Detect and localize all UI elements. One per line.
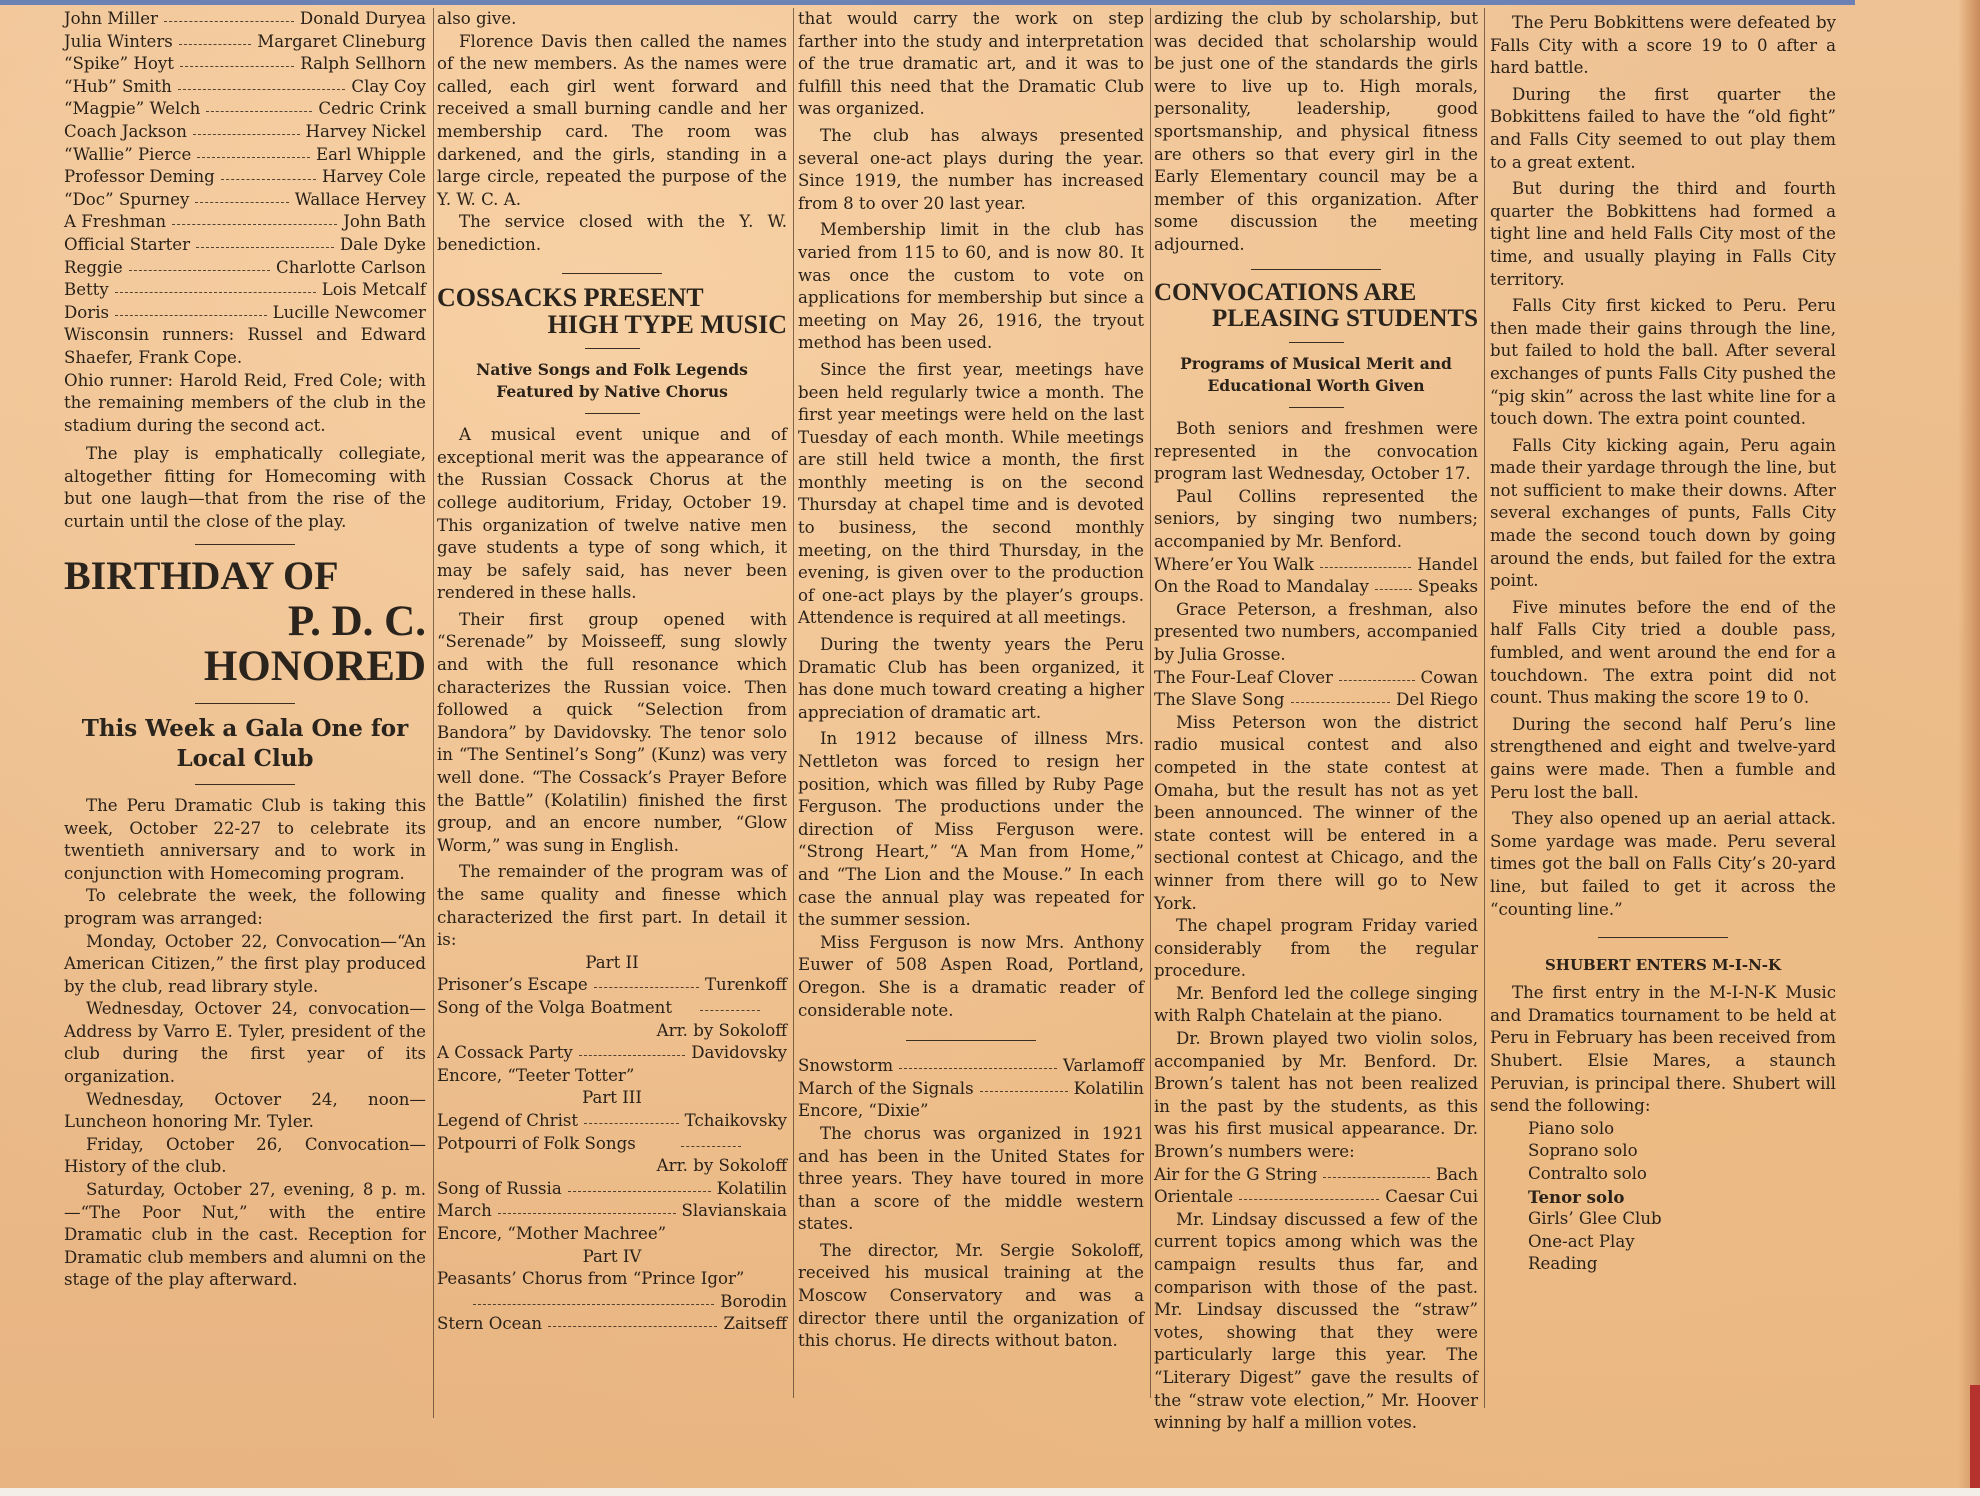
article-paragraph: The club has always presented several one-act plays during the year. Since 1919, the number has increased from 8 to over 20 last year. <box>798 125 1144 213</box>
column-rule <box>433 8 434 1418</box>
article-paragraph: The Peru Bobkittens were defeated by Falls City with a score 19 to 0 after a hard battle. <box>1490 13 1836 78</box>
program-item: Peasants’ Chorus from “Prince Igor” <box>437 1269 745 1289</box>
song-item: The Slave Song Del Riego <box>1154 690 1478 710</box>
article-paragraph: To celebrate the week, the following program was arranged: <box>64 886 426 928</box>
article-paragraph: The chorus was organized in 1921 and has been in the United States for three years. They have toured in more than a score of the middle western states. <box>798 1123 1144 1234</box>
article-paragraph: Monday, October 22, Convocation—“An American Citizen,” the first play produced by the club, read library style. <box>64 931 426 996</box>
program-item: March Slavianskaia <box>437 1201 787 1221</box>
article-paragraph: A musical event unique and of exceptional merit was the appearance of the Russian Cossack Chorus at the college auditorium, Friday, October 19. This organization of twelve native men gave students a type of song which, it may be safely said, has never been rendered in these halls. <box>437 425 787 603</box>
entry-item: Contralto solo <box>1528 1163 1647 1183</box>
article-paragraph: Mr. Lindsay discussed a few of the current topics among which was the campaign results thus far, and comparison with those of the past. Mr. Lindsay discussed the “straw” votes, showing that they were particularly large this year. The “Literary Digest” gave the results of the “straw vote election,” Mr. Hoover winning by half a million votes. <box>1154 1209 1478 1433</box>
program-item: Song of the Volga Boatment <box>437 997 787 1020</box>
separator-rule <box>195 544 295 545</box>
article-paragraph: Since the first year, meetings have been held regularly twice a month. The first year meetings were held on the last Tuesday of each month. While meetings are still held twice a month, the first monthly meeting is on the second Thursday at chapel time and is devoted to business, the second monthly meeting, on the third Thursday, in the evening, is given over to the production of one-act plays by the player’s groups. Attendence is required at all meetings. <box>798 359 1144 628</box>
entry-item: One-act Play <box>1528 1231 1635 1251</box>
article-paragraph: The director, Mr. Sergie Sokoloff, received his musical training at the Moscow Conservatory and was a director there until the organization of this chorus. He directs without baton. <box>798 1240 1144 1351</box>
closing-paragraph: The play is emphatically collegiate, altogether fitting for Homecoming with but one laugh—that from the rise of the curtain until the close of the play. <box>64 444 426 532</box>
article-paragraph: During the first quarter the Bobkittens failed to have the “old fight” and Falls City seemed to out play them to a great extent. <box>1490 84 1836 172</box>
entry-item: Girls’ Glee Club <box>1528 1209 1662 1229</box>
article-paragraph: The Peru Dramatic Club is taking this week, October 22-27 to celebrate its twentieth anniversary and to work in conjunction with Homecoming program. <box>64 795 426 883</box>
article-paragraph: Florence Davis then called the names of the new members. As the names were called, each girl went forward and received a small burning candle and her membership card. The room was darkened, and the girls, standing in a large circle, repeated the purpose of the Y. W. C. A. <box>437 31 787 209</box>
program-item: Stern Ocean Zaitseff <box>437 1314 787 1334</box>
song-item: Air for the G String Bach <box>1154 1164 1478 1184</box>
program-item: Snowstorm Varlamoff <box>798 1056 1144 1076</box>
headline-cossacks-line1: COSSACKS PRESENT <box>437 282 704 312</box>
article-paragraph: During the twenty years the Peru Dramatic Club has been organized, it has done much toward creating a higher appreciation of dramatic art. <box>798 635 1144 722</box>
article-paragraph: Falls City kicking again, Peru again made their yardage through the line, but not sufficient to make their downs. After several exchanges of punts, Falls City made the second touch down by going around the ends, but failed for the extra point. <box>1490 435 1836 591</box>
column-5 <box>1490 12 1836 1276</box>
separator-rule <box>562 273 662 274</box>
cast-row: “Doc” Spurney Wallace Hervey <box>64 189 426 209</box>
article-paragraph: During the second half Peru’s line strengthened and eight and twelve-yard gains were made. Then a fumble and Peru lost the ball. <box>1490 714 1836 802</box>
runners-ohio: Ohio runner: Harold Reid, Fred Cole; with the remaining members of the club in the stadium during the second act. <box>64 370 426 435</box>
article-paragraph: Miss Ferguson is now Mrs. Anthony Euwer of 508 Aspen Road, Portland, Oregon. She is a dramatic reader of considerable note. <box>798 932 1144 1020</box>
subhead-gala-week: This Week a Gala One for Local Club <box>81 714 409 772</box>
article-paragraph: Miss Peterson won the district radio musical contest and also competed in the state contest at Omaha, but the result has not as yet been announced. The winner of the state contest will be entered in a sectional contest at Chicago, and the winner from there will go to New York. <box>1154 712 1478 913</box>
headline-convocations-line1: CONVOCATIONS ARE <box>1154 278 1417 306</box>
column-rule <box>793 8 794 1398</box>
program-item: Encore, “Mother Machree” <box>437 1223 667 1243</box>
scan-top-border <box>0 0 1855 5</box>
article-paragraph: Falls City first kicked to Peru. Peru then made their gains through the line, but failed to hold the ball. After several exchanges of punts Falls City pushed the “pig skin” across the last white line for a touch down. The extra point counted. <box>1490 296 1836 429</box>
separator-rule <box>195 703 295 704</box>
article-paragraph: Wednesday, Octover 24, convocation—Address by Varro E. Tyler, president of the club during the first year of its organization. <box>64 999 426 1087</box>
song-item: Orientale Caesar Cui <box>1154 1187 1478 1207</box>
headline-birthday-line1: BIRTHDAY OF <box>64 552 339 598</box>
program-item: A Cossack Party Davidovsky <box>437 1043 787 1063</box>
headline-birthday-line2: P. D. C. HONORED <box>203 597 426 690</box>
entry-item: Reading <box>1528 1254 1598 1274</box>
article-paragraph: The remainder of the program was of the same quality and finesse which characterized the first part. In detail it is: <box>437 862 787 950</box>
article-paragraph: Wednesday, Octover 24, noon—Luncheon honoring Mr. Tyler. <box>64 1089 426 1132</box>
subhead-native-songs: Native Songs and Folk Legends Featured by Native Chorus <box>476 360 748 402</box>
cast-row: “Hub” Smith Clay Coy <box>64 76 426 96</box>
subhead-programs: Programs of Musical Merit and Educational Worth Given <box>1180 354 1452 396</box>
column-3 <box>798 8 1144 1353</box>
article-paragraph: Paul Collins represented the seniors, by singing two numbers; accompanied by Mr. Benford. <box>1154 486 1478 551</box>
article-paragraph: also give. <box>437 9 517 28</box>
cast-row: Julia Winters Margaret Clineburg <box>64 31 426 51</box>
program-item: Song of Russia Kolatilin <box>437 1178 787 1198</box>
program-part-label: Part II <box>585 952 639 972</box>
column-4 <box>1154 8 1478 1435</box>
column-2 <box>437 8 787 1336</box>
headline-cossacks-line2: HIGH TYPE MUSIC <box>547 309 787 339</box>
article-paragraph: Friday, October 26, Convocation—History of the club. <box>64 1134 426 1177</box>
page-edge-shadow <box>1958 0 1980 1496</box>
separator-rule <box>906 1040 1036 1041</box>
headline-convocations-line2: PLEASING STUDENTS <box>1211 304 1478 332</box>
article-paragraph: ardizing the club by scholarship, but was decided that scholarship would be just one of the standards the girls were to live up to. High morals, personality, leadership, good sportsmanship, and physical fitness are others so that every girl in the Early Elementary council may be a member of this organization. After some discussion the meeting adjourned. <box>1154 9 1478 254</box>
entry-list <box>1490 1118 1836 1276</box>
article-paragraph: Grace Peterson, a freshman, also presented two numbers, accompanied by Julia Grosse. <box>1154 599 1478 664</box>
article-paragraph: that would carry the work on step farther into the study and interpretation of the true dramatic art, and it was to fulfill this need that the Dramatic Club was organized. <box>798 9 1144 119</box>
program-item: Legend of Christ Tchaikovsky <box>437 1110 787 1130</box>
article-paragraph: The first entry in the M-I-N-K Music and Dramatics tournament to be held at Peru in February has been received from Shubert. Elsie Mares, a staunch Peruvian, is principal there. Shubert will send the following: <box>1490 983 1836 1116</box>
article-paragraph: But during the third and fourth quarter the Bobkittens had formed a tight line and held Falls City most of the time, and usually playing in Falls City territory. <box>1490 179 1836 289</box>
cast-row: Reggie Charlotte Carlson <box>64 257 426 277</box>
headline-shubert: SHUBERT ENTERS M-I-N-K <box>1544 956 1782 975</box>
article-paragraph: They also opened up an aerial attack. Some yardage was made. Peru several times got the ball on Falls City’s 20-yard line, but failed to get it across the “counting line.” <box>1490 809 1836 919</box>
program-part-label: Part III <box>582 1088 642 1108</box>
song-item: Where’er You Walk Handel <box>1154 554 1478 574</box>
cast-row: Doris Lucille Newcomer <box>64 302 426 322</box>
entry-item: Tenor solo <box>1528 1186 1625 1207</box>
column-rule <box>1150 8 1151 1398</box>
program-item-composer: Arr. by Sokoloff <box>656 1020 787 1040</box>
cast-row: “Wallie” Pierce Earl Whipple <box>64 144 426 164</box>
binding-edge-mark <box>1970 1385 1980 1490</box>
column-rule <box>1484 8 1485 1408</box>
separator-rule <box>195 784 295 785</box>
article-paragraph: Both seniors and freshmen were represented in the convocation program last Wednesday, October 17. <box>1154 419 1478 484</box>
song-item: On the Road to Mandalay Speaks <box>1154 577 1478 597</box>
cast-row: Betty Lois Metcalf <box>64 280 426 300</box>
article-paragraph: Dr. Brown played two violin solos, accompanied by Mr. Benford. Dr. Brown’s talent has not been realized in the past by the students, as this was his first musical appearance. Dr. Brown’s numbers were: <box>1154 1029 1478 1162</box>
article-paragraph: Membership limit in the club has varied from 115 to 60, and is now 80. It was once the custom to vote on applications for membership but since a meeting on May 26, 1916, the tryout method has been used. <box>798 220 1144 353</box>
article-paragraph: Saturday, October 27, evening, 8 p. m.—“The Poor Nut,” with the entire Dramatic club in the cast. Reception for Dramatic club members and alumni on the stage of the play afterward. <box>64 1180 426 1290</box>
entry-item: Soprano solo <box>1528 1141 1638 1161</box>
cast-row: Coach Jackson Harvey Nickel <box>64 121 426 141</box>
article-paragraph: The chapel program Friday varied considerably from the regular procedure. <box>1154 916 1478 981</box>
entry-item: Piano solo <box>1528 1118 1615 1138</box>
cast-row: “Magpie” Welch Cedric Crink <box>64 99 426 119</box>
separator-rule <box>1289 407 1344 408</box>
column-1 <box>64 8 426 1292</box>
article-paragraph: Five minutes before the end of the half Falls City tried a double pass, fumbled, and went around the end for a touchdown. The extra point did not count. Thus making the score 19 to 0. <box>1490 597 1836 708</box>
cast-row: Official Starter Dale Dyke <box>64 234 426 254</box>
program-item: Borodin <box>437 1291 787 1314</box>
cast-list <box>64 8 426 324</box>
runners-wisconsin: Wisconsin runners: Russel and Edward Shaefer, Frank Cope. <box>64 325 426 367</box>
cast-row: Professor Deming Harvey Cole <box>64 167 426 187</box>
program-item: Potpourri of Folk Songs <box>437 1133 787 1156</box>
cast-row: A Freshman John Bath <box>64 212 426 232</box>
article-paragraph: In 1912 because of illness Mrs. Nettleton was forced to resign her position, which was filled by Ruby Page Ferguson. The productions under the direction of Miss Ferguson were. “Strong Heart,” “A Man from Home,” and “The Lion and the Mouse.” In each case the annual play was repeated for the summer session. <box>798 729 1144 930</box>
article-paragraph: Mr. Benford led the college singing with Ralph Chatelain at the piano. <box>1154 983 1478 1026</box>
separator-rule <box>1598 937 1728 938</box>
program-item-composer: Arr. by Sokoloff <box>656 1156 787 1176</box>
program-item: Prisoner’s Escape Turenkoff <box>437 975 787 995</box>
article-paragraph: Their first group opened with “Serenade” by Moisseeff, sung slowly and with the full resonance which characterizes the Russian voice. Then followed a quick “Selection from Bandora” by Davidovsky. The tenor solo in “The Sentinel’s Song” (Kunz) was very well done. “The Cossack’s Prayer Before the Battle” (Kolatilin) finished the first group, and an encore number, “Glow Worm,” was sung in English. <box>437 609 787 855</box>
separator-rule <box>1289 342 1344 343</box>
separator-rule <box>585 348 640 349</box>
program-item: Encore, “Dixie” <box>798 1101 929 1121</box>
separator-rule <box>585 413 640 414</box>
article-paragraph: The service closed with the Y. W. benediction. <box>437 212 787 254</box>
scan-bottom-border <box>0 1488 1980 1496</box>
cast-row: John Miller Donald Duryea <box>64 9 426 28</box>
program-item: Encore, “Teeter Totter” <box>437 1065 635 1085</box>
program-part-label: Part IV <box>582 1246 642 1266</box>
program-item: March of the Signals Kolatilin <box>798 1078 1144 1098</box>
cast-row: “Spike” Hoyt Ralph Sellhorn <box>64 54 426 74</box>
song-item: The Four-Leaf Clover Cowan <box>1154 667 1478 687</box>
separator-rule <box>1251 269 1381 270</box>
